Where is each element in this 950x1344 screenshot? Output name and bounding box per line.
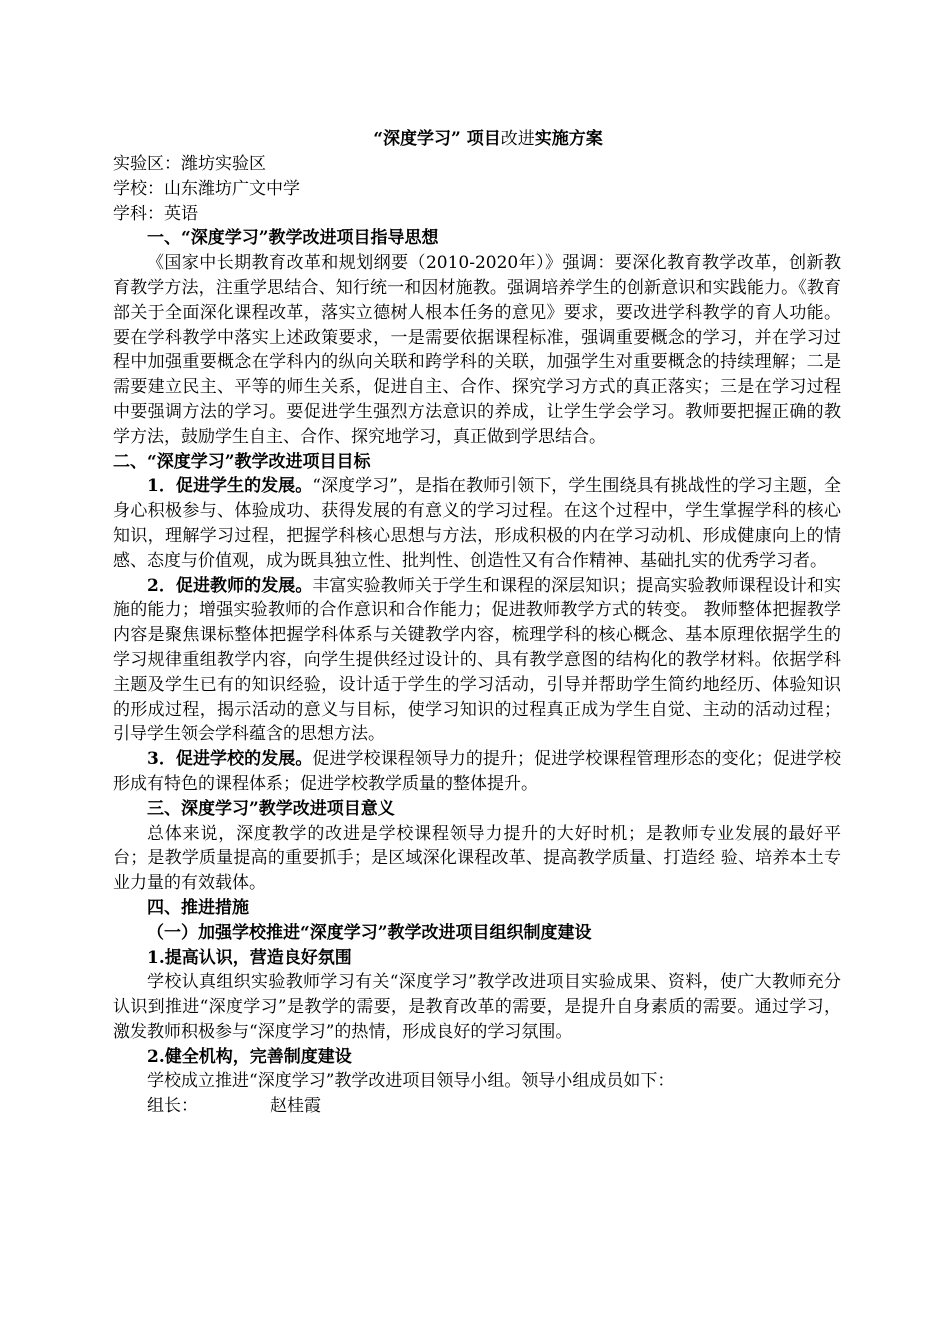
document-body — [113, 126, 841, 1119]
meta-subject: 学科：英语 — [113, 203, 198, 224]
document-title — [113, 126, 841, 152]
item-2-lead: 2．促进教师的发展。 — [147, 575, 313, 596]
point-2-heading: 2.健全机构，完善制度建设 — [147, 1046, 352, 1067]
title-part-3: 实施方案 — [534, 129, 603, 149]
title-part-2: 改进 — [500, 129, 535, 149]
section-2-item-1 — [113, 474, 841, 573]
section-4-sub-1: （一）加强学校推进“深度学习”教学改进项目组织制度建设 — [147, 922, 592, 943]
section-3-heading: 三、深度学习”教学改进项目意义 — [147, 798, 395, 819]
point-1-body: 学校认真组织实验教师学习有关“深度学习”教学改进项目实验成果、资料，使广大教师充分认识到推进“深度学习”是教学的需要，是教育改革的需要，是提升自身素质的需要。通过学习，激发教师积极参与“深度学习”的热情，形成良好的学习氛围。 — [113, 972, 841, 1042]
point-2-body: 学校成立推进“深度学习”教学改进项目领导小组。领导小组成员如下： — [147, 1071, 675, 1092]
title-part-1: “深度学习” 项目 — [373, 129, 501, 149]
section-2-item-2 — [113, 574, 841, 748]
section-1-body: 《国家中长期教育改革和规划纲要（2010-2020年）》强调：要深化教育教学改革，创新教育教学方法，注重学思结合、知行统一和因材施教。强调培养学生的创新意识和实践能力。《教育部关于全面深化课程改革，落实立德树人根本任务的意见》要求，要改进学科教学的育人功能。要在学科教学中落实上述政策要求，一是需要依据课程标准，强调重要概念的学习，并在学习过程中加强重要概念在学科内的纵向关联和跨学科的关联，加强学生对重要概念的持续理解；二是需要建立民主、平等的师生关系，促进自主、合作、探究学习方式的真正落实；三是在学习过程中要强调方法的学习。要促进学生强烈方法意识的养成，让学生学会学习。教师要把握正确的教学方法，鼓励学生自主、合作、探究地学习，真正做到学思结合。 — [113, 253, 841, 447]
section-3-body: 总体来说，深度教学的改进是学校课程领导力提升的大好时机；是教师专业发展的最好平台；是教学质量提高的重要抓手；是区域深化课程改革、提高教学质量、打造经 验、培养本土专业力量的有效载体。 — [113, 823, 841, 894]
item-1-lead: 1．促进学生的发展。 — [147, 476, 313, 497]
section-4-heading: 四、推进措施 — [147, 897, 249, 918]
item-2-body: 丰富实验教师关于学生和课程的深层知识；提高实验教师课程设计和实施的能力；增强实验教师的合作意识和合作能力；促进教师教学方式的转变。 教师整体把握教学内容是聚焦课标整体把握学科体系与关键教学内容，梳理学科的核心概念、基本原理依据学生的学习规律重组教学内容，向学生提供经过设计的、具有教学意图的结构化的教学材料。依据学科主题及学生已有的知识经验，设计适于学生的学习活动，引导并帮助学生简约地经历、体验知识的形成过程，揭示活动的意义与目标，使学习知识的过程真正成为学生自觉、主动的活动过程；引导学生领会学科蕴含的思想方法。 — [113, 575, 841, 745]
section-2-heading: 二、“深度学习”教学改进项目目标 — [113, 451, 371, 472]
leader-label: 组长： — [147, 1096, 198, 1117]
leader-name: 赵桂霞 — [270, 1096, 321, 1117]
leader-line — [113, 1094, 841, 1119]
meta-experiment-area: 实验区：潍坊实验区 — [113, 154, 266, 174]
meta-school: 学校：山东潍坊广文中学 — [113, 178, 300, 199]
point-1-heading: 1.提高认识，营造良好氛围 — [147, 947, 352, 968]
item-1-body: “深度学习”，是指在教师引领下，学生围绕具有挑战性的学习主题，全身心积极参与、体验成功、获得发展的有意义的学习过程。在这个过程中，学生掌握学科的核心知识，理解学习过程，把握学科核心思想与方法，形成积极的内在学习动机、形成健康向上的情感、态度与价值观，成为既具独立性、批判性、创造性又有合作精神、基础扎实的优秀学习者。 — [113, 476, 841, 571]
item-3-lead: 3．促进学校的发展。 — [147, 749, 313, 770]
item-3-body: 促进学校课程领导力的提升；促进学校课程管理形态的变化；促进学校形成有特色的课程体系；促进学校教学质量的整体提升。 — [113, 749, 841, 794]
section-1-heading: 一、“深度学习”教学改进项目指导思想 — [147, 228, 439, 249]
section-2-item-3 — [113, 747, 841, 797]
